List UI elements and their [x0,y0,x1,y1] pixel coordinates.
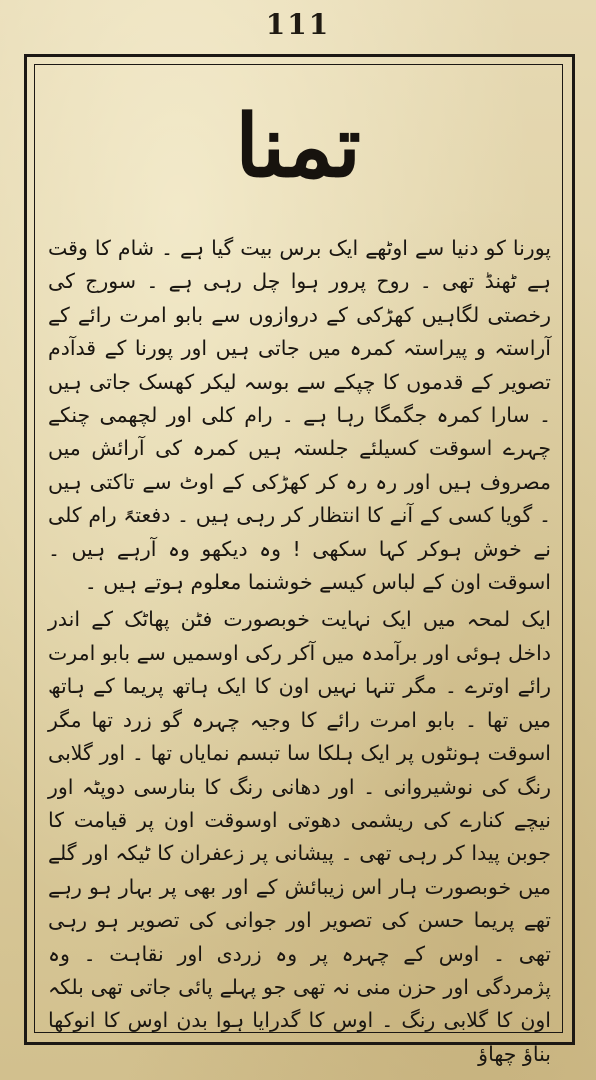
paragraph-1: پورنا کو دنیا سے اوٹھے ایک برس بیت گیا ہے ۔ شام کا وقت ہے ٹھنڈ تھی ۔ روح پرور ہوا چل رہی ہے ۔ سورج کی رخصتی لگاہیں کھڑکی کے دروازوں سے بابو امرت رائے کے آراستہ و پیراستہ کمرہ میں جاتی ہیں اور پورنا کے قدآدم تصویر کے قدموں کا چپکے سے بوسہ لیکر کھسک جاتی ہیں ۔ سارا کمرہ جگمگا رہا ہے ۔ رام کلی اور لچھمی چنکے چہرے اسوقت کسیلئے جلستہ ہیں کمرہ کی آرائش میں مصروف ہیں اور رہ رہ کر کھڑکی کے اوٹ سے تاکتی ہیں ۔ گویا کسی کے آنے کا انتظار کر رہی ہیں ۔ دفعتہً رام کلی نے خوش ہوکر کہا سکھی ! وہ دیکھو وہ آرہے ہیں ۔ اسوقت اون کے لباس کیسے خوشنما معلوم ہوتے ہیں ۔ [48,236,551,595]
paragraph-2: ایک لمحہ میں ایک نہایت خوبصورت فٹن پھاٹک کے اندر داخل ہوئی اور برآمدہ میں آکر رکی اوسمیں سے بابو امرت رائے اوترے ۔ مگر تنہا نہیں اون کا ایک ہاتھ پریما کے ہاتھ میں تھا ۔ بابو امرت رائے کا وجیہ چہرہ گو زرد تھا مگر اسوقت ہونٹوں پر ایک ہلکا سا تبسم نمایاں تھا ۔ اور گلابی رنگ کی نوشیروانی ۔ اور دھانی رنگ کا بنارسی دوپٹہ اور نیچے کنارے کی ریشمی دھوتی اوسوقت اون پر قیامت کا جوبن پیدا کر رہی تھی ۔ پیشانی پر زعفران کا ٹیکہ اور گلے میں خوبصورت ہار اس زیبائش کے اور بھی پر بہار ہو رہے تھے پریما حسن کی تصویر اور جوانی کی تصویر ہو رہی تھی ۔ اوس کے چہرہ پر وہ زردی اور نقاہت ۔ وہ پژمردگی اور حزن منی نہ تھی جو پہلے پائی جاتی تھی بلکہ اون کا گلابی رنگ ۔ اوس کا گدرایا ہوا بدن اوس کا انوکھا بناؤ چھاؤ [48,607,551,1066]
body-text [48,232,551,1066]
chapter-title: تمنا [235,96,361,197]
page-number: 111 [265,8,331,41]
